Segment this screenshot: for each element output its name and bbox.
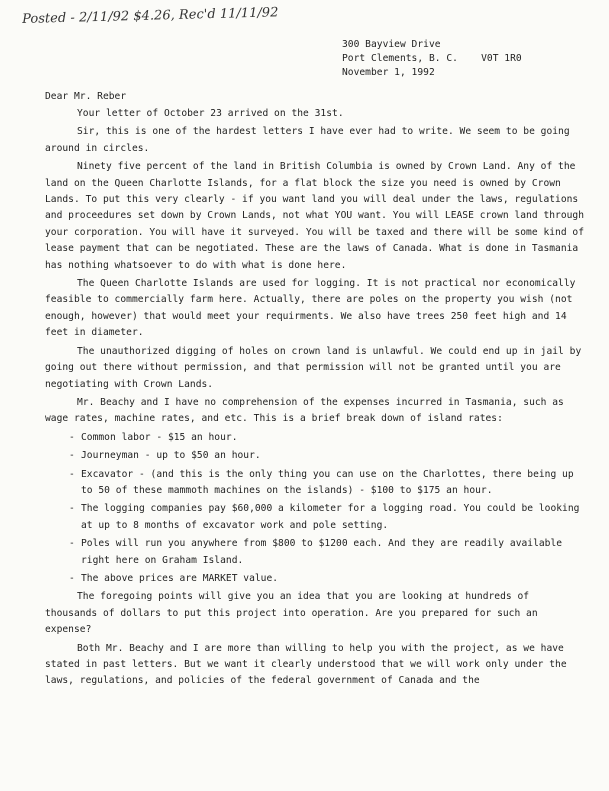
paragraph: Sir, this is one of the hardest letters I have ever had to write. We seem to be going around in circles. (45, 126, 570, 154)
paragraph: The foregoing points will give you an idea that you are looking at hundreds of thousands of dollars to put this project into operation. Are you prepared for such an expense? (45, 591, 538, 636)
salutation: Dear Mr. Reber (45, 91, 127, 102)
list-item: - The above prices are MARKET value. (69, 572, 279, 584)
rate-text: Common labor - $15 an hour. (81, 431, 238, 443)
paragraph: The unauthorized digging of holes on crown land is unlawful. We could end up in jail by going out there without permission, and that permission will not be granted until you are negotiating with Crown Lands. (45, 345, 582, 390)
letter-body (45, 106, 585, 692)
paragraph: Mr. Beachy and I have no comprehension of the expenses incurred in Tasmania, such as wage rates, machine rates, and etc. This is a brief break down of island rates: (45, 396, 564, 425)
rate-text: Journeyman - up to $50 an hour. (81, 450, 261, 462)
letter-date: November 1, 1992 (342, 67, 435, 78)
rate-text: The logging companies pay $60,000 a kilometer for a logging road. You could be looking at up to 8 months of excavator work and pole setting. (81, 503, 580, 531)
list-item: - Excavator - (and this is the only thing you can use on the Charlottes, there being up to 50 of these mammoth machines on the islands) - $100 to $175 an hour. (69, 468, 574, 496)
handwritten-annotation: Posted - 2/11/92 $4.26, Rec'd 11/11/92 (22, 5, 279, 27)
rate-text: The above prices are MARKET value. (81, 572, 279, 584)
rate-text: Excavator - (and this is the only thing you can use on the Charlottes, there being up to 50 of these mammoth machines on the islands) - $100 to $175 an hour. (81, 468, 574, 496)
paragraph: Both Mr. Beachy and I are more than willing to help you with the project, as we have stated in past letters. But we want it clearly understood that we will work only under the laws, regulations, and policies of the federal government of Canada and the (45, 642, 567, 687)
rate-text: Poles will run you anywhere from $800 to $1200 each. And they are readily available right here on Graham Island. (81, 538, 563, 566)
paragraph: Ninety five percent of the land in British Columbia is owned by Crown Land. Any of the land on the Queen Charlotte Islands, for a flat block the size you need is owned by Crown Lands. To put this very clearly - if you want land you will deal under the laws, regulations and proceedures set down by Crown Lands, not what YOU want. You will LEASE crown land through your corporation. You will have it surveyed. You will be taxed and there will be some kind of lease payment that can be negotiated. These are the laws of Canada. What is done in Tasmania has nothing whatsoever to do with what is done here. (45, 161, 585, 271)
list-item: - The logging companies pay $60,000 a kilometer for a logging road. You could be looking at up to 8 months of excavator work and pole setting. (69, 503, 580, 531)
address-city: Port Clements, B. C. V0T 1R0 (342, 53, 522, 64)
list-item: - Poles will run you anywhere from $800 to $1200 each. And they are readily available right here on Graham Island. (69, 538, 563, 566)
paragraph: Your letter of October 23 arrived on the 31st. (77, 108, 344, 119)
address-street: 300 Bayview Drive (342, 39, 441, 50)
sender-address (342, 38, 522, 80)
list-item: - Journeyman - up to $50 an hour. (69, 450, 261, 462)
rates-list (45, 430, 585, 588)
paragraph: The Queen Charlotte Islands are used for logging. It is not practical nor economically feasible to commercially farm here. Actually, there are poles on the property you wish (not enough, however) that would meet your requirments. We also have trees 250 feet high and 14 feet in diameter. (45, 278, 576, 339)
list-item: - Common labor - $15 an hour. (69, 431, 238, 443)
